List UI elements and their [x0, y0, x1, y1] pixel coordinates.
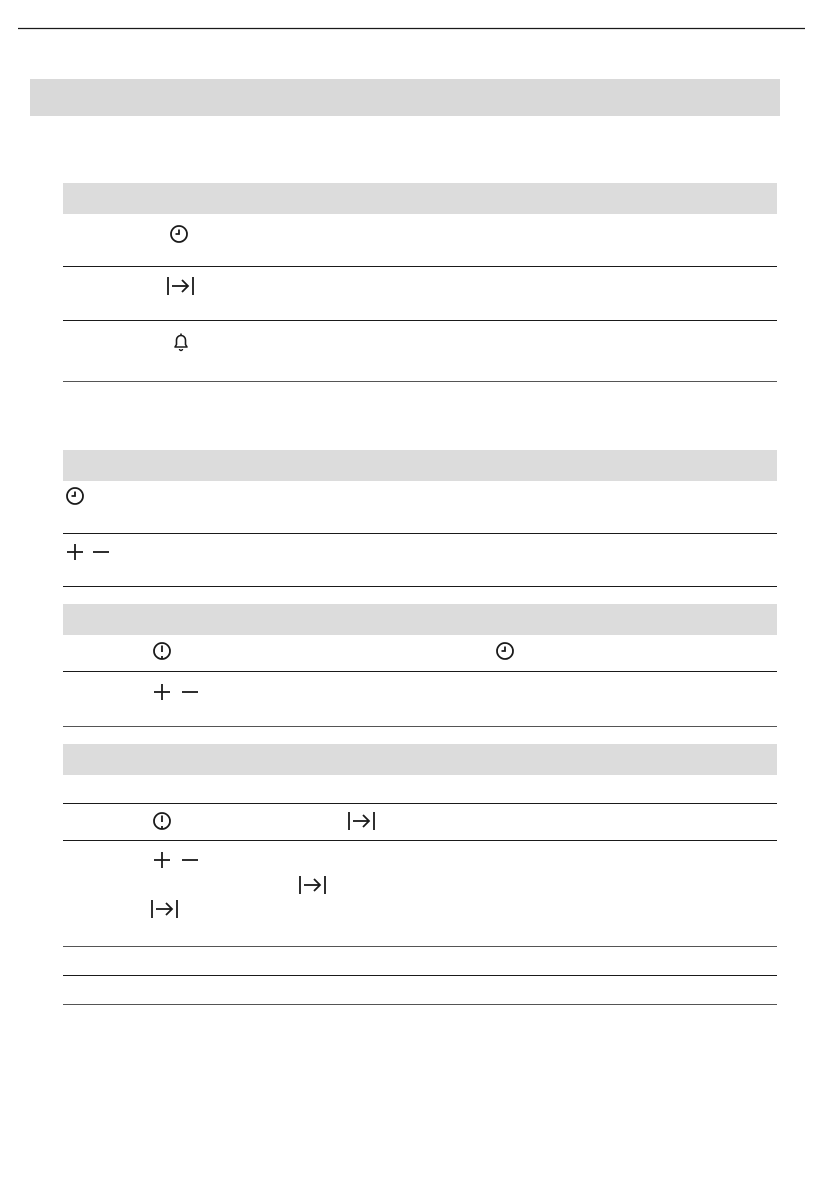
plus-icon — [152, 682, 172, 702]
time-setting-table — [63, 450, 777, 587]
plus-icon — [152, 850, 172, 870]
end-time-row-adjust — [63, 841, 777, 947]
indicator-table-header — [63, 183, 777, 214]
time-change-table — [63, 604, 777, 727]
end-time-table-header — [63, 744, 777, 775]
skip-to-end-icon — [298, 875, 328, 895]
skip-to-end-icon — [347, 811, 377, 831]
bell-icon — [171, 331, 191, 353]
end-time-table — [63, 744, 777, 1005]
power-timer-icon — [152, 811, 172, 831]
indicator-row-end-of-cooking — [63, 267, 777, 321]
end-time-row-extra-2 — [63, 976, 777, 1005]
time-change-row-power-clock — [63, 635, 777, 672]
time-setting-row-plus-minus — [63, 534, 777, 587]
power-timer-icon — [152, 641, 172, 661]
clock-icon — [495, 641, 515, 661]
section-title-band — [30, 79, 780, 116]
time-change-table-header — [63, 604, 777, 635]
end-time-row-extra-1 — [63, 947, 777, 976]
time-change-row-plus-minus — [63, 672, 777, 727]
time-setting-row-clock — [63, 481, 777, 534]
skip-to-end-icon — [150, 899, 180, 919]
time-setting-table-header — [63, 450, 777, 481]
indicator-row-clock — [63, 214, 777, 267]
indicator-row-minute-minder — [63, 321, 777, 382]
minus-icon — [180, 682, 200, 702]
skip-to-end-icon — [166, 276, 196, 296]
indicator-table — [63, 183, 777, 382]
minus-icon — [180, 850, 200, 870]
clock-icon — [65, 486, 85, 506]
end-time-row-blank — [63, 775, 777, 804]
plus-icon — [65, 542, 85, 562]
minus-icon — [91, 542, 111, 562]
end-time-row-power-end — [63, 804, 777, 841]
clock-icon — [169, 224, 189, 244]
